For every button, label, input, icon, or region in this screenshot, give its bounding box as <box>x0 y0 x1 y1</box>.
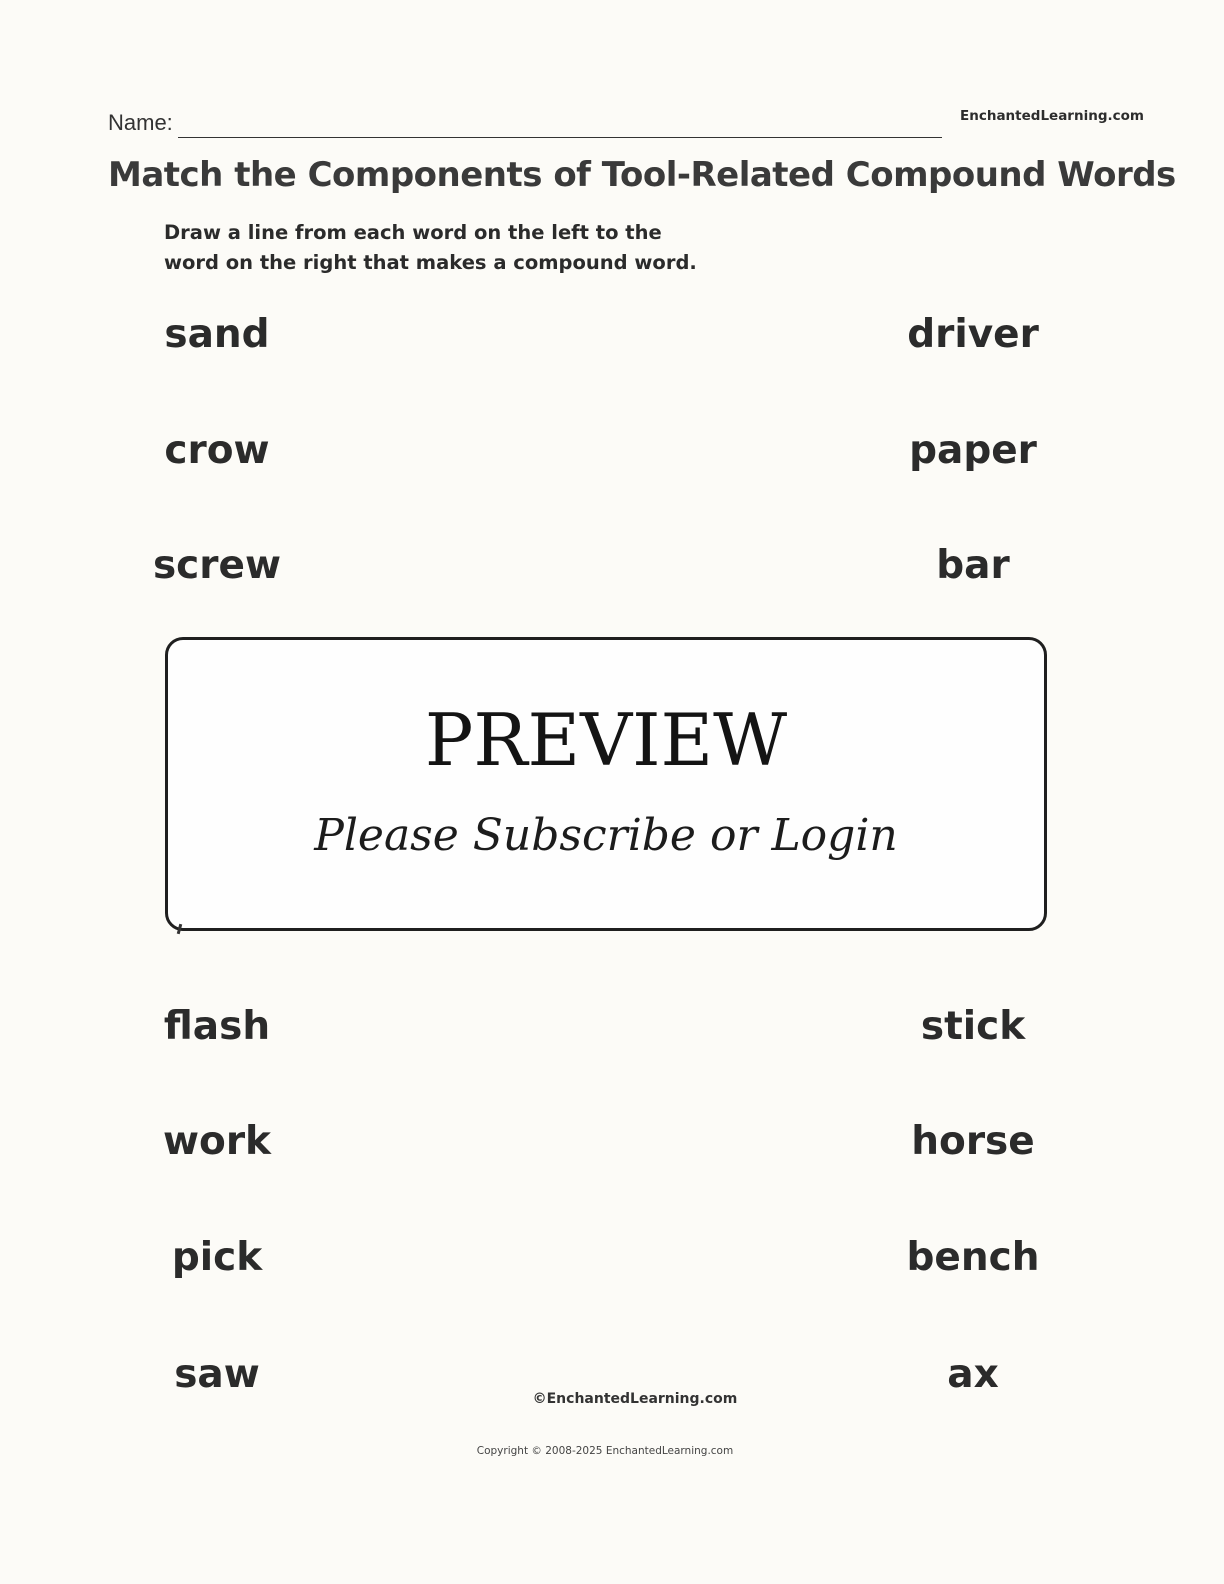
right-word-paper: paper <box>909 428 1037 473</box>
name-line[interactable] <box>178 137 942 138</box>
left-word-sand: sand <box>164 312 270 357</box>
instructions: Draw a line from each word on the left to the word on the right that makes a compound word. <box>164 221 697 274</box>
preview-overlay[interactable] <box>165 637 1047 931</box>
right-word-driver: driver <box>907 312 1039 357</box>
page-title: Match the Components of Tool-Related Compound Words <box>108 155 1176 195</box>
left-word-saw: saw <box>174 1352 260 1397</box>
copyright-text: Copyright © 2008-2025 EnchantedLearning.com <box>476 1445 734 1457</box>
preview-title: PREVIEW <box>424 698 788 782</box>
right-word-ax: ax <box>947 1352 999 1397</box>
site-brand: EnchantedLearning.com <box>960 108 1144 124</box>
name-label: Name: <box>108 110 173 135</box>
right-word-bar: bar <box>936 543 1010 588</box>
left-word-crow: crow <box>164 428 270 473</box>
preview-subscribe-login-link[interactable]: Please Subscribe or Login <box>314 810 898 861</box>
right-word-horse: horse <box>911 1119 1035 1164</box>
right-word-stick: stick <box>920 1004 1026 1049</box>
left-word-pick: pick <box>171 1235 263 1280</box>
left-word-flash: flash <box>163 1004 271 1049</box>
watermark-text: ©EnchantedLearning.com <box>532 1391 738 1407</box>
right-word-bench: bench <box>906 1235 1040 1280</box>
left-word-work: work <box>163 1119 271 1164</box>
left-word-screw: screw <box>152 543 282 588</box>
